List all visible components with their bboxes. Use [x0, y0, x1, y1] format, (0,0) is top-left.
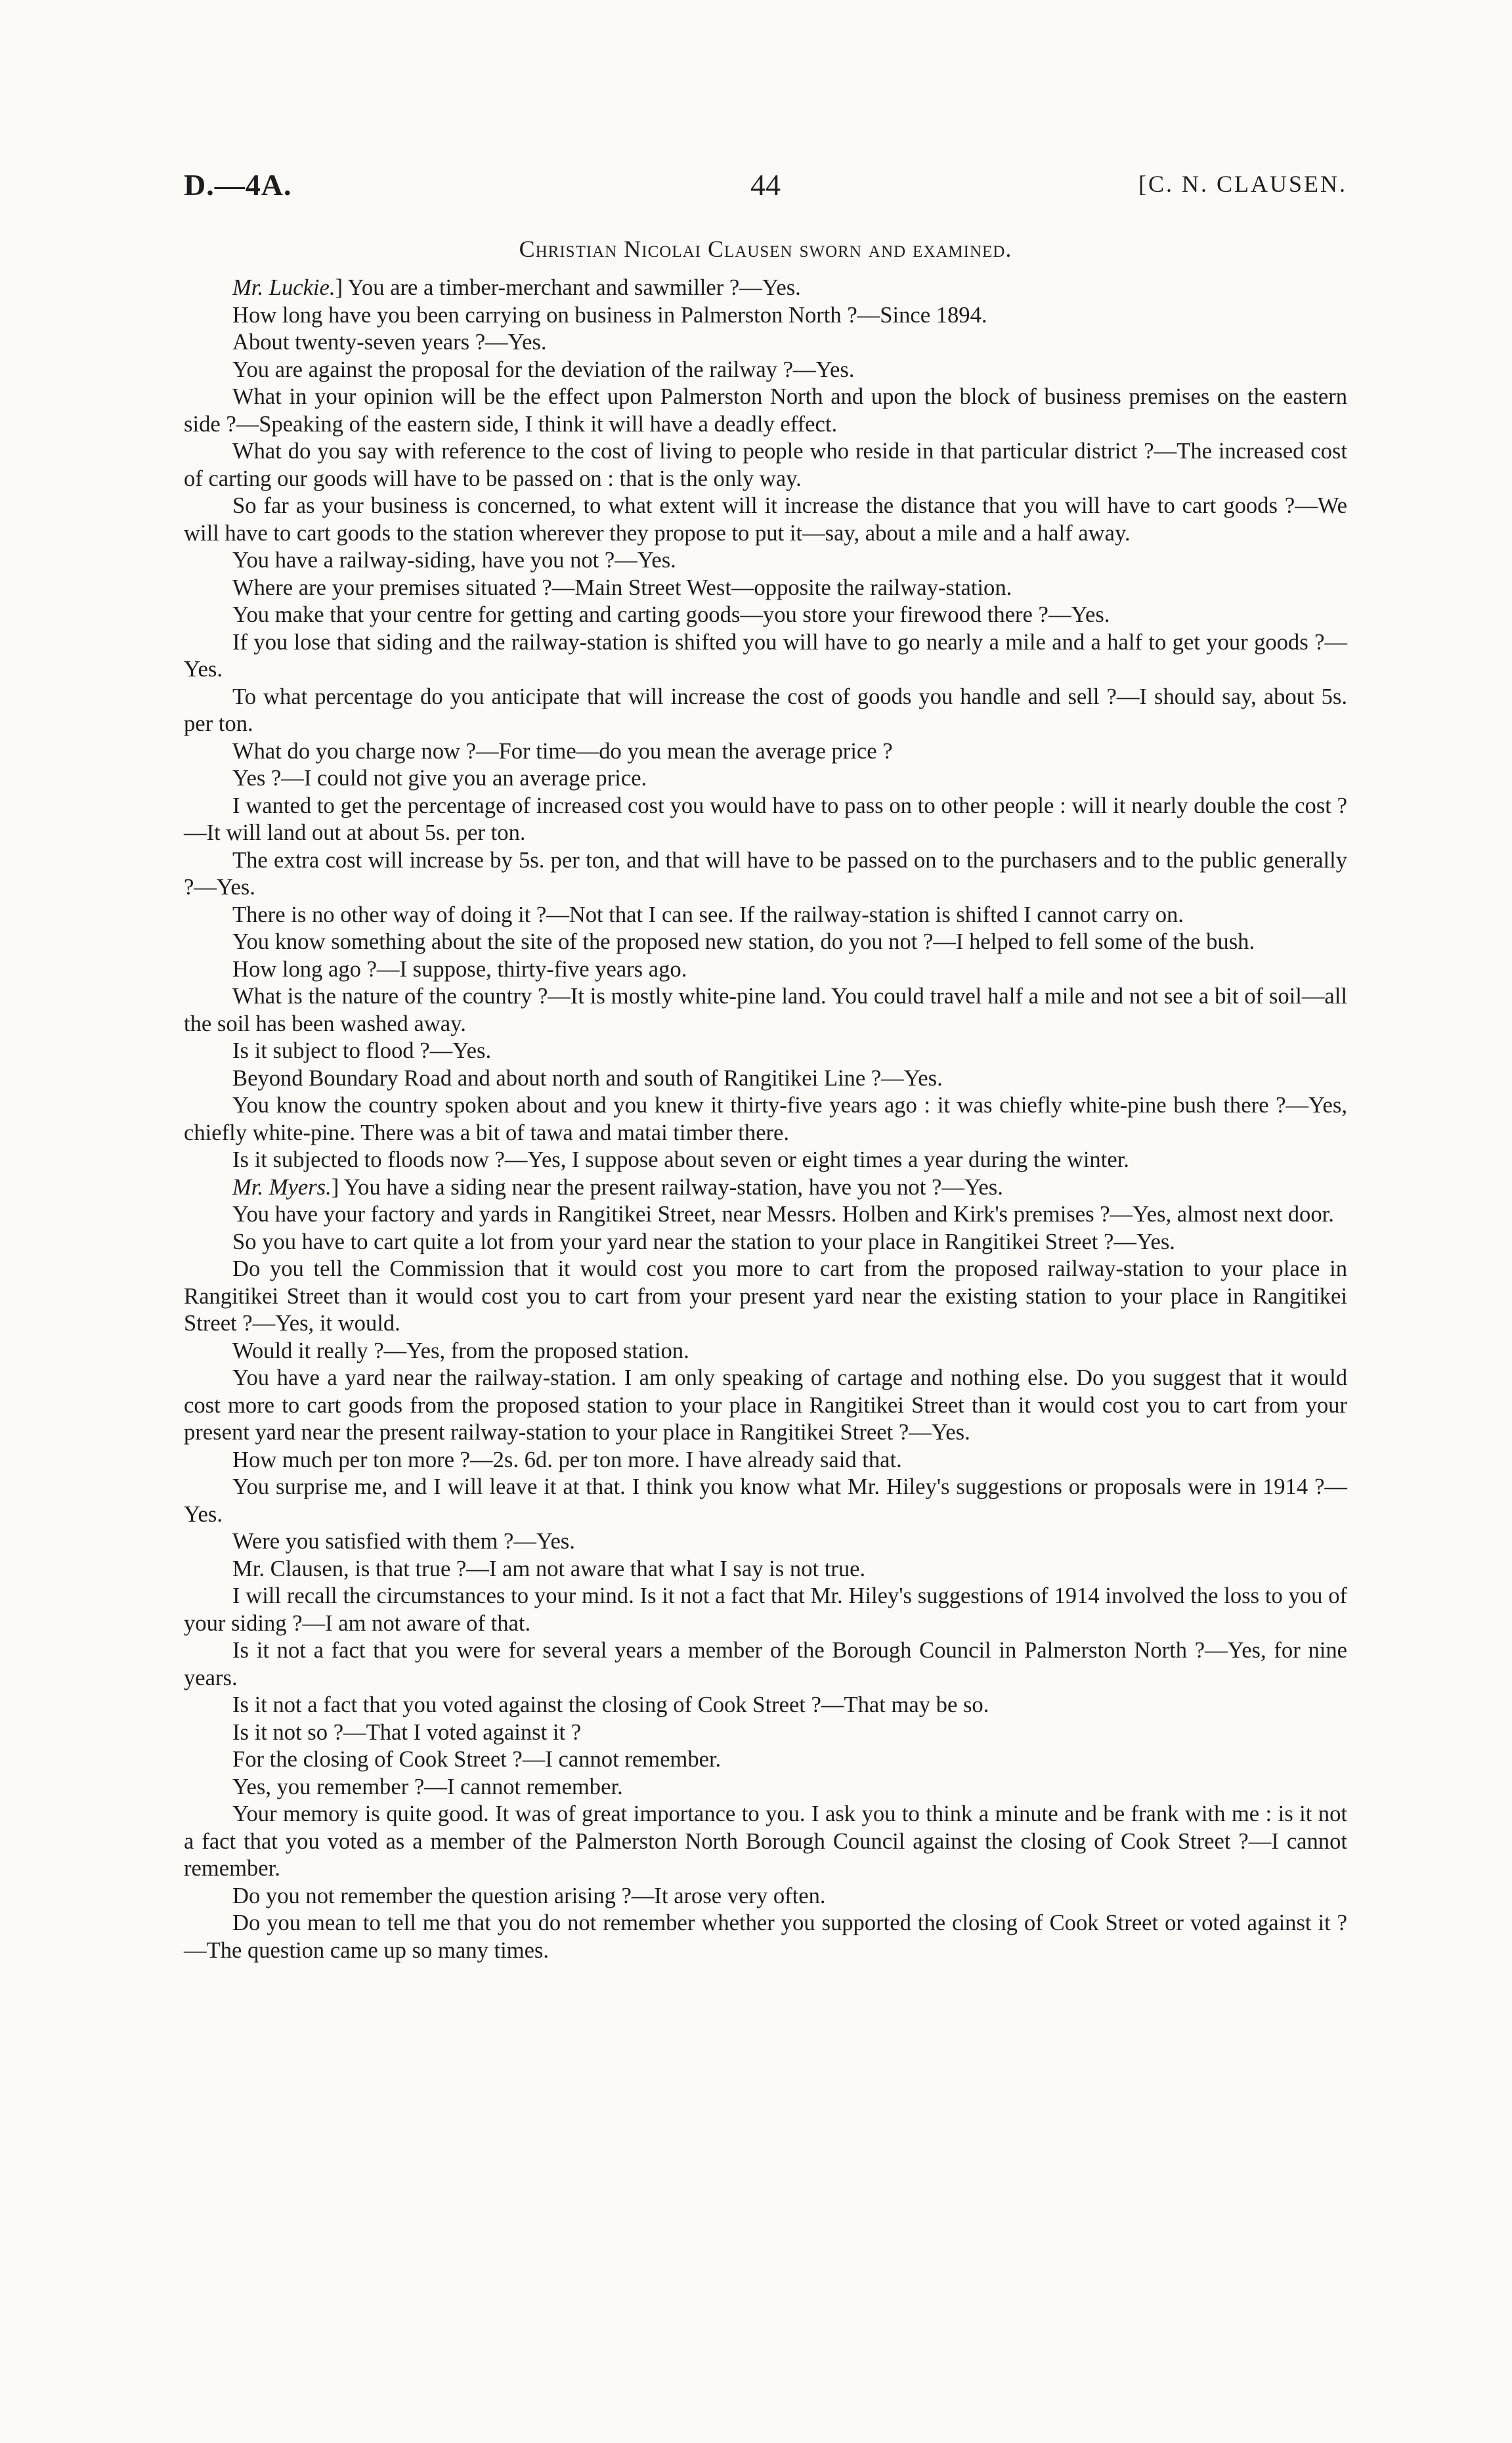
testimony-paragraph [184, 575, 1347, 602]
speaker-name: Mr. Myers. [232, 1174, 332, 1200]
paragraph-text: You know something about the site of the proposed new station, do you not ?—I helped to fell some of the bush. [232, 929, 1255, 954]
paragraph-text: What do you charge now ?—For time—do you mean the average price ? [232, 738, 893, 764]
testimony-paragraph [184, 1092, 1347, 1147]
testimony-paragraph [184, 547, 1347, 575]
paragraph-text: You have a railway-siding, have you not ?—Yes. [232, 548, 676, 573]
paragraph-text: Is it subjected to floods now ?—Yes, I suppose about seven or eight times a year during the winter. [232, 1147, 1129, 1172]
testimony-paragraph [184, 1229, 1347, 1256]
testimony-paragraph [184, 357, 1347, 384]
page-header [184, 167, 1347, 207]
paper-reference: D.—4A. [184, 168, 292, 202]
speaker-name: Mr. Luckie. [232, 275, 335, 300]
paragraph-text: How long ago ?—I suppose, thirty-five years ago. [232, 956, 687, 982]
testimony-paragraph [184, 1338, 1347, 1365]
paragraph-text: You have a yard near the railway-station. I am only speaking of cartage and nothing else. Do you suggest that it would cost more to cart goods from the proposed station to your place in Rangitikei Street than it would cost you to cart from your present yard near the present railway-station to your place in Rangitikei Street ?—Yes. [184, 1365, 1347, 1445]
testimony-paragraph [184, 1883, 1347, 1910]
testimony-paragraph [184, 929, 1347, 956]
testimony-paragraph [184, 275, 1347, 302]
testimony-paragraph [184, 1528, 1347, 1556]
testimony-paragraph [184, 1147, 1347, 1174]
testimony-paragraph [184, 629, 1347, 684]
witness-reference: [C. N. CLAUSEN. [1138, 171, 1347, 197]
testimony-paragraph [184, 302, 1347, 330]
paragraph-text: Do you not remember the question arising ?—It arose very often. [232, 1883, 826, 1908]
paragraph-text: Do you mean to tell me that you do not remember whether you supported the closing of Cook Street or voted against it ?—The question came up so many times. [184, 1910, 1347, 1963]
testimony-paragraph [184, 765, 1347, 793]
testimony-paragraph [184, 1774, 1347, 1801]
testimony-paragraph [184, 1365, 1347, 1447]
paragraph-text: There is no other way of doing it ?—Not that I can see. If the railway-station is shifted I cannot carry on. [232, 902, 1184, 927]
testimony-paragraph [184, 738, 1347, 766]
paragraph-text: For the closing of Cook Street ?—I cannot remember. [232, 1747, 722, 1772]
paragraph-text: ] You are a timber-merchant and sawmiller ?—Yes. [335, 275, 801, 300]
paragraph-text: What is the nature of the country ?—It is mostly white-pine land. You could travel half a mile and not see a bit of soil—all the soil has been washed away. [184, 984, 1347, 1036]
paragraph-text: Where are your premises situated ?—Main Street West—opposite the railway-station. [232, 575, 1012, 600]
paragraph-text: So you have to cart quite a lot from your yard near the station to your place in Rangitikei Street ?—Yes. [232, 1229, 1175, 1254]
testimony-body [184, 275, 1347, 1964]
testimony-paragraph [184, 956, 1347, 984]
paragraph-text: To what percentage do you anticipate that will increase the cost of goods you handle and sell ?—I should say, about 5s. per ton. [184, 684, 1347, 736]
testimony-paragraph [184, 1583, 1347, 1637]
paragraph-text: Is it not so ?—That I voted against it ? [232, 1719, 582, 1745]
paragraph-text: You surprise me, and I will leave it at that. I think you know what Mr. Hiley's suggestions or proposals were in 1914 ?—Yes. [184, 1474, 1347, 1527]
paragraph-text: You are against the proposal for the deviation of the railway ?—Yes. [232, 357, 855, 382]
testimony-paragraph [184, 847, 1347, 902]
testimony-paragraph [184, 1174, 1347, 1202]
paragraph-text: Is it subject to flood ?—Yes. [232, 1038, 492, 1063]
paragraph-text: Do you tell the Commission that it would cost you more to cart from the proposed railway-station to your place in Rangitikei Street than it would cost you to cart from your present yard near the existing station to your place in Rangitikei Street ?—Yes, it would. [184, 1256, 1347, 1336]
testimony-paragraph [184, 602, 1347, 629]
testimony-paragraph [184, 329, 1347, 357]
testimony-paragraph [184, 493, 1347, 547]
paragraph-text: Yes ?—I could not give you an average price. [232, 766, 647, 791]
testimony-paragraph [184, 1201, 1347, 1229]
paragraph-text: If you lose that siding and the railway-station is shifted you will have to go nearly a mile and a half to get your goods ?—Yes. [184, 629, 1347, 682]
paragraph-text: I wanted to get the percentage of increased cost you would have to pass on to other people : will it nearly double the cost ?—It will land out at about 5s. per ton. [184, 793, 1347, 845]
paragraph-text: What in your opinion will be the effect upon Palmerston North and upon the block of business premises on the eastern side ?—Speaking of the eastern side, I think it will have a deadly effect. [184, 384, 1347, 437]
paragraph-text: Were you satisfied with them ?—Yes. [232, 1529, 575, 1554]
paragraph-text: Your memory is quite good. It was of great importance to you. I ask you to think a minute and be frank with me : is it not a fact that you voted as a member of the Palmerston North Borough Council against the closing of Cook Street ?—I cannot remember. [184, 1801, 1347, 1881]
paragraph-text: The extra cost will increase by 5s. per ton, and that will have to be passed on to the purchasers and to the public generally ?—Yes. [184, 847, 1347, 900]
testimony-paragraph [184, 438, 1347, 493]
testimony-paragraph [184, 384, 1347, 438]
paragraph-text: I will recall the circumstances to your mind. Is it not a fact that Mr. Hiley's suggestions of 1914 involved the loss to you of your siding ?—I am not aware of that. [184, 1583, 1347, 1636]
paragraph-text: What do you say with reference to the cost of living to people who reside in that particular district ?—The increased cost of carting our goods will have to be passed on : that is the only way. [184, 439, 1347, 491]
paragraph-text: How long have you been carrying on business in Palmerston North ?—Since 1894. [232, 302, 987, 328]
paragraph-text: You know the country spoken about and you knew it thirty-five years ago : it was chiefly white-pine bush there ?—Yes, chiefly white-pine. There was a bit of tawa and matai timber there. [184, 1093, 1347, 1145]
testimony-paragraph [184, 1746, 1347, 1774]
testimony-paragraph [184, 1447, 1347, 1474]
paragraph-text: Beyond Boundary Road and about north and south of Rangitikei Line ?—Yes. [232, 1065, 943, 1091]
testimony-paragraph [184, 1910, 1347, 1964]
testimony-paragraph [184, 684, 1347, 738]
testimony-paragraph [184, 793, 1347, 847]
testimony-paragraph [184, 983, 1347, 1038]
paragraph-text: Is it not a fact that you were for several years a member of the Borough Council in Palmerston North ?—Yes, for nine years. [184, 1638, 1347, 1690]
testimony-paragraph [184, 1065, 1347, 1093]
testimony-paragraph [184, 1556, 1347, 1583]
page-number: 44 [750, 168, 781, 202]
paragraph-text: Mr. Clausen, is that true ?—I am not aware that what I say is not true. [232, 1556, 866, 1581]
testimony-paragraph [184, 1801, 1347, 1883]
paragraph-text: So far as your business is concerned, to what extent will it increase the distance that you will have to cart goods ?—We will have to cart goods to the station wherever they propose to put it—say, about a mile and a half away. [184, 493, 1347, 546]
paragraph-text: How much per ton more ?—2s. 6d. per ton more. I have already said that. [232, 1447, 902, 1472]
paragraph-text: ] You have a siding near the present railway-station, have you not ?—Yes. [331, 1174, 1003, 1200]
testimony-paragraph [184, 1256, 1347, 1338]
testimony-paragraph [184, 1474, 1347, 1528]
paragraph-text: You make that your centre for getting and carting goods—you store your firewood there ?—Yes. [232, 602, 1110, 627]
paragraph-text: You have your factory and yards in Rangitikei Street, near Messrs. Holben and Kirk's premises ?—Yes, almost next door. [232, 1202, 1334, 1227]
testimony-paragraph [184, 1038, 1347, 1065]
paragraph-text: Would it really ?—Yes, from the proposed station. [232, 1338, 689, 1363]
testimony-paragraph [184, 1719, 1347, 1747]
testimony-paragraph [184, 902, 1347, 929]
paragraph-text: Is it not a fact that you voted against the closing of Cook Street ?—That may be so. [232, 1692, 989, 1717]
witness-title: Christian Nicolai Clausen sworn and examined. [519, 236, 1012, 262]
paragraph-text: Yes, you remember ?—I cannot remember. [232, 1774, 623, 1799]
testimony-paragraph [184, 1637, 1347, 1692]
testimony-paragraph [184, 1692, 1347, 1719]
paragraph-text: About twenty-seven years ?—Yes. [232, 330, 547, 355]
